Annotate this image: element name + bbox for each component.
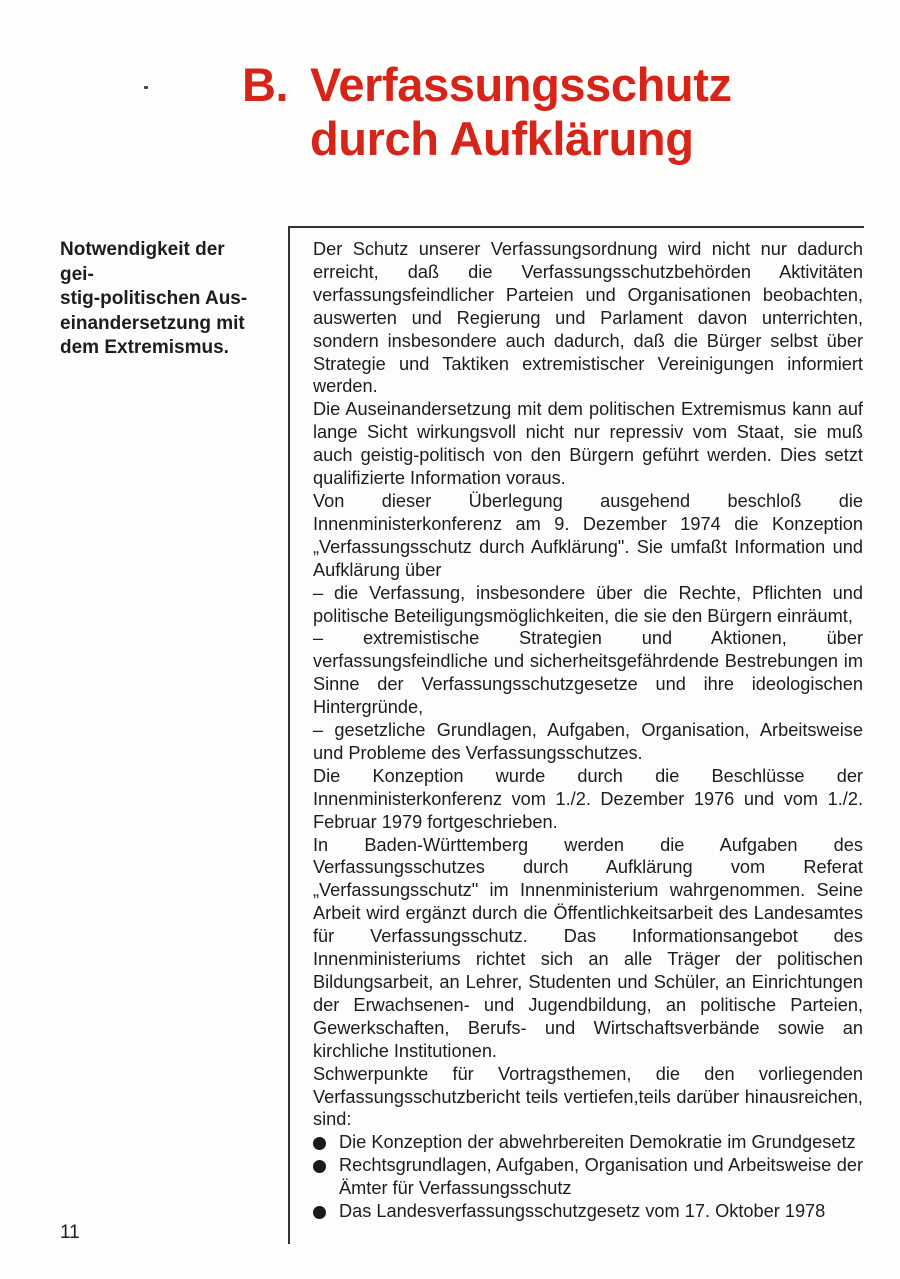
heading-line-1: Verfassungsschutz: [310, 58, 732, 111]
list-item-text: Rechtsgrundlagen, Aufgaben, Organisation und Arbeitsweise der Ämter für Verfassungsschutz: [339, 1155, 863, 1199]
list-item: [313, 1131, 863, 1154]
page-number: 11: [60, 1222, 80, 1243]
bullet-icon: [313, 1206, 326, 1219]
list-item: [313, 1154, 863, 1200]
stray-mark: [144, 86, 148, 89]
left-rule: [288, 226, 290, 1244]
paragraph: In Baden-Württemberg werden die Aufgaben des Verfassungsschutzes durch Aufklärung vom Referat „Verfassungsschutz" im Innenministerium wahrgenommen. Seine Arbeit wird ergänzt durch die Öffentlichkeitsarbeit des Landesamtes für Verfassungsschutz. Das Informationsangebot des Innenministeriums richtet sich an alle Träger der politischen Bildungsarbeit, an Lehrer, Studenten und Schüler, an Einrichtungen der Erwachsenen- und Jugendbildung, an politische Parteien, Gewerkschaften, Berufs- und Wirtschaftsverbände sowie an kirchliche Institutionen.: [313, 834, 863, 1061]
margin-note: Notwendigkeit der gei- stig-politischen Aus- einandersetzung mit dem Extremismus.: [60, 239, 248, 358]
paragraph: Der Schutz unserer Verfassungsordnung wird nicht nur dadurch erreicht, daß die Verfassungsschutzbehörden Aktivitäten verfassungsfeindlicher Parteien und Organisationen beobachten, auswerten und Regierung und Parlament davon unterrichten, sondern insbesondere auch dadurch, daß die Bürger selbst über Strategie und Taktiken extremistischer Vereinigungen informiert werden.: [313, 239, 863, 397]
dash-item: – die Verfassung, insbesondere über die Rechte, Pflichten und politische Beteiligungsmöglichkeiten, die sie den Bürgern einräumt,: [313, 582, 863, 626]
paragraph: Die Auseinandersetzung mit dem politischen Extremismus kann auf lange Sicht wirkungsvoll nicht nur repressiv vom Staat, sie muß auch geistig-politisch von den Bürgern geführt werden. Dies setzt qualifizierte Information voraus.: [313, 399, 863, 489]
bullet-icon: [313, 1160, 326, 1173]
page-heading: [242, 58, 862, 166]
paragraph: Die Konzeption wurde durch die Beschlüsse der Innenministerkonferenz vom 1./2. Dezember 1976 und vom 1./2. Februar 1979 fortgeschrieben.: [313, 765, 863, 832]
list-item-text: Die Konzeption der abwehrbereiten Demokratie im Grundgesetz: [339, 1132, 856, 1153]
dash-item: – extremistische Strategien und Aktionen, über verfassungsfeindliche und sicherheitsgefährdende Bestrebungen im Sinne der Verfassungsschutzgesetze und ihre ideologischen Hintergründe,: [313, 628, 863, 718]
heading-line-2: durch Aufklärung: [310, 112, 694, 165]
section-letter: B.: [242, 58, 289, 111]
list-item-text: Das Landesverfassungsschutzgesetz vom 17. Oktober 1978: [339, 1201, 826, 1222]
bullet-icon: [313, 1137, 326, 1150]
dash-item: – gesetzliche Grundlagen, Aufgaben, Organisation, Arbeitsweise und Probleme des Verfassungsschutzes.: [313, 720, 863, 763]
body-text: [313, 238, 863, 1223]
list-item: [313, 1200, 863, 1223]
topic-list: [313, 1131, 863, 1223]
top-rule: [288, 226, 864, 228]
paragraph: Schwerpunkte für Vortragsthemen, die den vorliegenden Verfassungsschutzbericht teils vertiefen,teils darüber hinausreichen, sind:: [313, 1063, 863, 1130]
paragraph: Von dieser Überlegung ausgehend beschloß die Innenministerkonferenz am 9. Dezember 1974 die Konzeption „Verfassungsschutz durch Aufklärung". Sie umfaßt Information und Aufklärung über: [313, 490, 863, 580]
